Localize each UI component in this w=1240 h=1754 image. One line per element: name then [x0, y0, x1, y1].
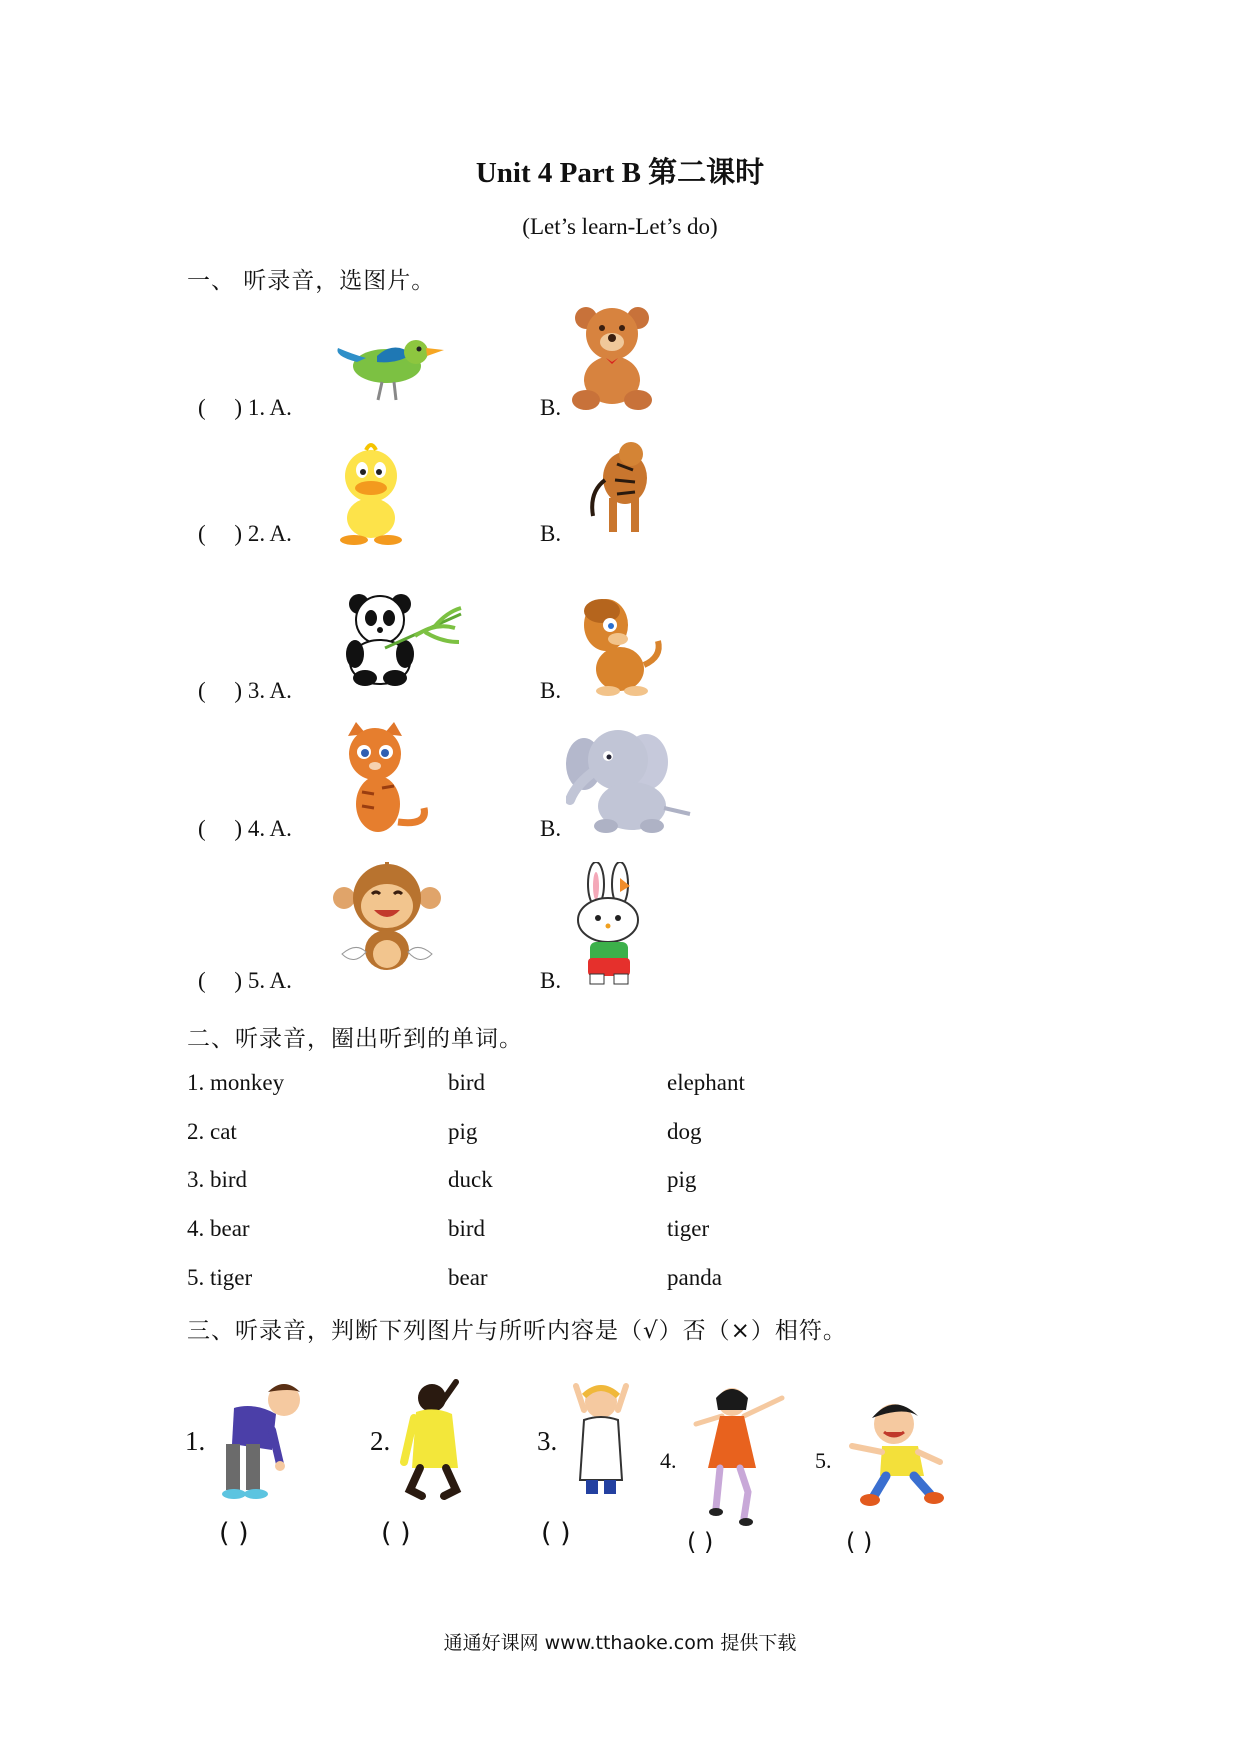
tiger-icon	[585, 440, 655, 540]
item-5-number: 5.	[815, 1448, 832, 1473]
item-3-answer-blank[interactable]: ( )	[541, 1518, 571, 1549]
item-2-answer-blank[interactable]: ( )	[381, 1518, 411, 1549]
bending-boy-icon	[214, 1378, 314, 1504]
word-4-2[interactable]: bird	[448, 1216, 486, 1241]
monkey-icon	[332, 858, 442, 976]
running-boy-icon	[844, 1398, 948, 1510]
word-2-2[interactable]: pig	[448, 1119, 478, 1144]
walking-girl-icon	[686, 1380, 790, 1530]
word-1-2[interactable]: bird	[448, 1070, 486, 1095]
word-5-2[interactable]: bear	[448, 1265, 488, 1290]
section-1-heading: 一、 听录音，选图片。	[187, 268, 436, 294]
panda-icon	[345, 592, 465, 686]
word-4-1[interactable]: 4. bear	[187, 1216, 250, 1241]
question-4-label: ( ) 4. A.	[198, 816, 292, 841]
rabbit-icon	[570, 862, 650, 988]
section-3-heading: 三、听录音，判断下列图片与所听内容是（√）否（×）相符。	[187, 1318, 847, 1344]
item-5-answer-blank[interactable]: ( )	[846, 1528, 873, 1556]
word-3-2[interactable]: duck	[448, 1167, 493, 1192]
question-2-label: ( ) 2. A.	[198, 521, 292, 546]
item-2-number: 2.	[370, 1426, 391, 1456]
word-2-1[interactable]: 2. cat	[187, 1119, 237, 1144]
girl-hands-up-icon	[566, 1380, 636, 1500]
item-3-number: 3.	[537, 1426, 558, 1456]
page-subtitle: (Let’s learn-Let’s do)	[522, 214, 718, 239]
question-4-b-label: B.	[540, 816, 562, 841]
question-5-label: ( ) 5. A.	[198, 968, 292, 993]
question-3-label: ( ) 3. A.	[198, 678, 292, 703]
question-2-b-label: B.	[540, 521, 562, 546]
word-4-3[interactable]: tiger	[667, 1216, 710, 1241]
bird-icon	[332, 328, 450, 408]
item-1-number: 1.	[185, 1426, 206, 1456]
item-1-answer-blank[interactable]: ( )	[219, 1518, 249, 1549]
question-3-b-label: B.	[540, 678, 562, 703]
page-title: Unit 4 Part B 第二课时	[475, 157, 765, 189]
word-2-3[interactable]: dog	[667, 1119, 702, 1144]
question-5-b-label: B.	[540, 968, 562, 993]
word-1-3[interactable]: elephant	[667, 1070, 745, 1095]
question-1-b-label: B.	[540, 395, 562, 420]
question-1-label: ( ) 1. A.	[198, 395, 292, 420]
jumping-child-icon	[400, 1378, 476, 1504]
word-3-3[interactable]: pig	[667, 1167, 697, 1192]
footer-text: 通通好课网 www.tthaoke.com 提供下载	[443, 1632, 797, 1654]
section-2-heading: 二、听录音，圈出听到的单词。	[187, 1026, 523, 1052]
dog-icon	[580, 595, 670, 697]
item-4-answer-blank[interactable]: ( )	[687, 1528, 714, 1556]
duck-icon	[336, 442, 406, 546]
word-5-1[interactable]: 5. tiger	[187, 1265, 253, 1290]
word-1-1[interactable]: 1. monkey	[187, 1070, 285, 1095]
cat-icon	[336, 722, 436, 838]
word-5-3[interactable]: panda	[667, 1265, 722, 1290]
elephant-icon	[566, 724, 700, 836]
teddy-bear-icon	[568, 302, 658, 410]
word-3-1[interactable]: 3. bird	[187, 1167, 248, 1192]
item-4-number: 4.	[660, 1448, 677, 1473]
